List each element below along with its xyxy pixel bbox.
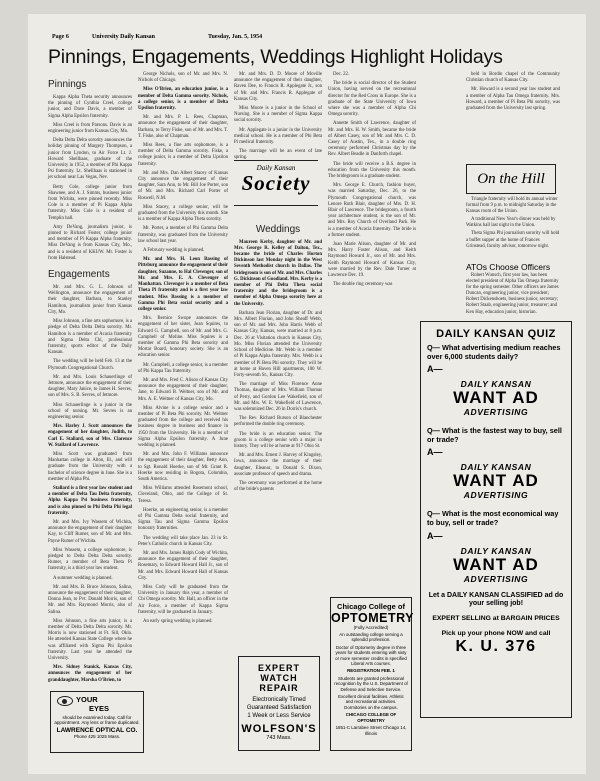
article-paragraph: The marriage will be an event of late spring. [234,149,322,161]
optometry-accredited: (Fully Accredited) [353,625,389,630]
page-headline: Pinnings, Engagements, Weddings Highlight Holidays [48,46,503,68]
article-paragraph: Maureen Kerby, daughter of Mr. and Mrs. George R. Kelley of Dalton, Tex., became the bride of Charles Horton Dickinson last Monday night in the West Seventh Methodist church in Dallas. The bridegroom is son of Mr. and Mrs. Charles G. Dickinson of Goodland. Mrs. Kerby is a member of Phi Delta Theta social fraternity and the bridegroom is a member of Alpha Omega sorority here at the University. [234,239,322,307]
watch-line5: 1 Week or Less Service [247,713,311,719]
quiz-answer-label: A— [427,447,443,458]
article-paragraph: Miss O'Brien, an education junior, is a member of Delta Gamma sorority. Nichols, a college senior, is a member of Delta Upsilon fraternity. [138,87,228,112]
on-the-hill-box: On the Hill [466,164,556,194]
article-paragraph: Mr. and Mrs. H. Leon Bassing of Pittsburg announce the engagement of their daughter, Suzanne, to Hal Clevenger, son of Mr. and Mrs. E. A. Clevenger of Manhattan. Clevenger is a member of Beta Theta Pi fraternity and is a first year law student. Miss Bassing is a member of Gamma Phi Beta social security and a college senior. [138,257,228,312]
watch-repair-ad [238,656,320,751]
quiz-call-line: Pick up your phone NOW and call [441,629,551,637]
folio-line [52,34,263,40]
want-ad-block [421,462,571,500]
pinnings-heading: Pinnings [48,79,87,90]
ad-paragraph: 1851-C Larrabee Street Chicago 14, Illinois [335,725,407,736]
article-paragraph: Amy DeVang, journalism junior, is pinned to Richard Foster, college junior and member of Pi Kappa Alpha fraternity. Miss DeVang is from Kansas City, Mo., and is a resident of KKUW. Mr. Foster is from Halstead. [48,224,132,261]
want-ad-bottom: ADVERTISING [463,407,529,418]
article-paragraph: Miss Scott was graduated from Manhattan college in Alton, Ill., and will graduate from the University with a bachelor of science degree in June. She is a member of Alpha Phi. [48,451,132,482]
column-4 [328,72,416,592]
want-ad-mid: WANT AD [453,388,539,408]
article-paragraph: The marriage of Miss Florence Anne Thomas, daughter of Mrs. William Thomas of Perry, and Gordon Lee Wakefield, son of Mr. and Mrs. W. E. Wakefield of Lawrence, was solemnized Dec. 26 in Dorris's church. [234,382,322,412]
society-masthead-paper: Daily Kansan [256,164,296,172]
article-paragraph: Miss Creel is from Parsons. Davis is an engineering junior from Kansas City, Mo. [48,122,132,135]
want-ad-top: DAILY KANSAN [460,545,532,556]
article-paragraph: George Nichols, son of Mr. and Mrs. N. Nichols of Chicago. [138,72,228,84]
article-paragraph: Annette Smith of Lawrence, daughter of Mr. and Mrs. H. W. Smith, became the bride of Albert Casey, son of Mr. and Mrs. C. D. Casey of Austin, Tex., in a double ring ceremony performed Christmas day by the Rev. Albert Beadle in Danforth chapel. [328,121,416,158]
article-paragraph: Betty Cole, college junior from Shawnee, and A. J. Simms, business junior from Wichita, were pinned recently. Miss Cole is a member of Pi Kappa Alpha fraternity. Miss Cole is a resident of Templin hall. [48,184,132,221]
article-paragraph: Mr. Howard is a second year law student and a member of Alpha Tau Omega fraternity. Mrs. Howard, a member of Pi Beta Phi sorority, was graduated from the University last spring. [466,87,560,112]
watch-line3: Electronically Timed [252,697,306,703]
article-paragraph: The ceremony was performed at the home of the bride's parents [234,480,322,493]
want-ad-block [421,379,571,417]
optical-line2: EYES [89,704,110,713]
quiz-phone-number: K. U. 376 [455,637,537,655]
article-paragraph: held in Bordin chapel of the Community Christian church of Kansas City. [466,72,560,84]
watch-line2: WATCH REPAIR [259,673,299,693]
eye-icon [57,696,73,706]
article-paragraph: The bride is social director of the Student Union, having served on the recreational director for the Red Cross in Europe. She is a graduate of the State University of Iowa where she was a member of Alpha Chi Omega sorority. [328,81,416,118]
optical-contact: Phone 425 1025 Mass. [73,734,121,740]
article-paragraph: Robert Wunsch, first year law, has been elected president of Alpha Tau Omega fraternity for the spring semester. Other officers are James Duncan, engineering junior, vice president; Robert Dickenshoets, business junior, secretary; Robert Staab, engineering junior, treasurer; and Ken Hay, education junior, historian. [466,273,559,315]
society-masthead [234,160,318,206]
article-paragraph: Miss Johnson, a fine arts sophomore, is a pledge of Delta Delta Delta sorority. Mr. Hamilton is a member of Acacia fraternity and Sigma Delta Chi, professional fraternity, sports editor of the Daily Kansan. [48,319,133,356]
article-paragraph: The wedding will take place Jan. 23 in St. Peter's Catholic church in Kansas City. [138,535,228,547]
want-ad-bottom: ADVERTISING [463,490,529,501]
optical-text: should be examined today. Call for appointment. Any lens or frame duplicated. [54,715,140,726]
article-paragraph: Miss Moore is a junior in the School of Nursing. She is a member of Sigma Kappa social sorority. [234,106,322,124]
article-paragraph: Mr. and Mrs. Ernest J. Harvey of Kingsley, Iowa, announce the marriage of their daughter, Eleanor, to Donald S. Dixon, associate professor of speech and drama. [234,453,322,477]
article-paragraph: Joan Marie Alison, daughter of Mr. and Mrs. Harry Foster Alison, and Keith Raymond Howard Jr., son of Mr. and Mrs. Keith Raymond Howard of Kansas City, were married by the Rev. Dale Turner at Lawrence Dec. 19. [328,242,416,279]
hill-item: Theta Sigma Phi journalism sorority will hold a buffet supper at the home of Frances Grinstead, faculty advisor, tomorrow night. [466,231,560,249]
watch-line4: Guaranteed Satisfaction [246,705,312,711]
article-paragraph: Mr. Campbell, a college senior, is a member of Phi Kappa Tau fraternity. [138,362,228,374]
weddings-heading: Weddings [255,223,301,235]
article-paragraph: Miss Cody will be graduated from the University in January this year, a member of Chi Omega sorority. Mr. Hall, an officer in the Air Force, a member of Kappa Sigma fraternity, will be graduated in January. [138,585,228,615]
atos-article [466,273,560,315]
article-paragraph: Miss Schauerlinge is a junior in the school of nursing. Mr. Sevres is an engineering senior. [48,402,132,420]
article-paragraph: Delta Delta Delta sorority announces the holiday pinning of Margery Thompson, a junior from Lyndon, to Air Force Lt. J. Howard Shellhaas, graduate of the University in 1952, a member of Phi Kappa Psi fraternity. Lt. Shellhaas is stationed in jet school near Las Vegas, Nev. [48,138,132,181]
article-paragraph: Barbara Jean Florian, daughter of Dr. and Mrs. Albert Florian, and John Sheaff Webb, son of Mr. and Mrs. John Harris Webb of Kansas City, Kansas, were married at 8 p.m. Dec. 26 at Visitation church in Kansas City, Mo. Miss Florian attended the University School of Medicine. Mr. Webb is a member of Pi Kappa Alpha fraternity. Mrs. Webb is a member of Pi Beta Phi sorority. They will be at home at Haven Hill apartments, 100 W. Forty-seventh St., Kansas City. [234,310,322,378]
article-paragraph: Miss Johnson, a fine arts junior, is a member of Delta Delta Delta sorority. Mr. Morris is now stationed at Ft. Sill, Okla. He attended Kansas State College where he was affiliated with Sigma Phi Epsilon fraternity. Last year he attended the University. [48,618,132,662]
optical-line1: YOUR [76,695,98,704]
on-the-hill-items [466,197,560,267]
article-paragraph: The wedding will be held Feb. 13 at the Plymouth Congregational Church. [48,359,132,371]
article-paragraph: Miss Rees, a fine arts sophomore, is a member of Delta Gamma sorority. Fiske, a college junior, is a member of Delta Upsilon fraternity. [138,143,228,167]
optometry-ad [330,597,412,751]
newspaper-page [28,14,586,774]
article-paragraph: Mr. Porter, a member of Phi Gamma Delta fraternity, was graduated from the University law school last year. [138,226,228,244]
article-paragraph: A summer wedding is planned. [53,575,113,581]
article-paragraph: The double ring ceremony was [333,282,393,288]
want-ad-top: DAILY KANSAN [460,462,532,473]
article-paragraph: Miss Wassem, a college sophomore, is pledged to Delta Delta Delta sorority. Rumer, a member of Beta Theta Pi fraternity, is a third year law student. [48,547,132,572]
article-paragraph: Mrs. George E. Church, fashion buyer, was married Saturday, Dec. 26, to the Plymouth Congregational church, was Lenore Ruth Blair, daughter of Mrs. D. H. Blair of Lawrence. The bridegroom, a fourth year architecture student, is the son of Mr. and Mrs. Roy Church of Overland Park. He is a member of Acacia fraternity. The bride is a former student. [328,183,416,238]
article-paragraph: Mr. and Mrs. Dan Albert Stacey of Kansas City announce the engagement of their daughter, Sara Ann, to Mr. Bill Joe Porter, son of Mr. and Mrs. Richard Carl Porter of Roswell, N.M. [138,170,228,201]
optical-ad [50,691,144,753]
article-paragraph: Stallard is a first year law student and a member of Delta Tau Delta fraternity, Alpha Kappa Psi business fraternity, and is also pinned to Phi Delta Phi legal fraternity. [48,485,132,516]
article-paragraph: Mr. and Mrs. B. Bruce Johnson, Salina, announce the engagement of their daughter, Donna Jean, to Pvt. Donald Morris, son of Mr. and Mrs. Raymond Morris, also of Salina. [48,584,132,615]
watch-line1: EXPERT [257,663,300,673]
ad-paragraph: CHICAGO COLLEGE OF OPTOMETRY [345,712,397,723]
want-ad-block [421,546,571,584]
society-masthead-title: Society [241,171,311,195]
article-paragraph: Mr. and Mrs. P. L. Rees, Chapman, announce the engagement of their daughter, Barbara, to Terry Fiske, son of Mr. and Mrs. T. T. Fiske, also of Chapman. [138,115,228,139]
article-paragraph: Miss Williams attended Rosemont school, Cleveland, Ohio, and the College of St. Teresa. [138,486,228,504]
article-paragraph: Mrs. Bernice Swope announces the engagement of her sister, Joan Squires, to Edward G. Campbell, son of Mr. and Mrs. G. Campbell of Moline. Miss Squires is a member of Gamma Phi Beta sorority and Mortar Board, honorary society. She is an education senior. [138,316,228,359]
atos-heading: ATOs Choose Officers [466,262,551,272]
article-paragraph: A February wedding is planned. [143,248,205,254]
kansan-quiz-ad [420,321,572,718]
article-paragraph: Mrs. Harley J. Scott announces the engagement of her daughter, Judith, to Carl E. Stallard, son of Mrs. Clarence W. Stallard of Lawrence. [48,424,132,448]
hill-item: A traditional New Year's dinner was held by Watkins hall last night in the Union. [466,217,556,229]
ad-paragraph: Excellent clinical facilities. Athletic and recreational activities. Dormitories on the campus. [338,694,404,710]
article-paragraph: Hoerke, an engineering senior, is a member of Phi Gamma Delta social fraternity, and Sigma Tau and Sigma Gamma Epsilon honorary fraternities. [138,507,228,532]
ad-paragraph: An outstanding college serving a splendid profession. [339,632,403,643]
ad-paragraph: Students are granted professional recognition by the U.S. Department of Defense and Selective Service. [334,675,408,692]
optometry-line2: OPTOMETRY [331,611,414,625]
article-paragraph: Dec. 22. [333,72,350,77]
watch-store-name: WOLFSON'S [241,723,317,735]
want-ad-bottom: ADVERTISING [463,573,529,584]
article-paragraph: Mrs. Sidney Stanick, Kansas City, announces the engagement of her granddaughter, Marsha O'Brien, to [48,665,132,683]
article-paragraph: Mr. and Mrs. John F. Williams announce the engagement of their daughter, Betty Ann, to Sgt. Ronald Hoerke, son of Mr. Grant R. Hoerke now residing in Bogota, Colombia, South America. [138,452,228,482]
ad-paragraph: REGISTRATION FEB. 1 [347,668,395,674]
watch-store-address: 743 Mass. [266,735,292,741]
want-ad-mid: WANT AD [453,554,539,574]
page-number: Page 6 [52,34,69,40]
column-3 [234,72,322,592]
article-paragraph: Mr. and Mrs. James Ralph Cody of Wichita, announce the engagement of their daughter, Rosemary, to Edward Howard Hall Jr., son of Mr. and Mrs. Edward Howard Hall of Kansas City. [138,551,228,581]
engagements-heading: Engagements [48,269,110,281]
article-paragraph: Mr. and Mrs. Ivy Wassem of Wichita, announce the engagement of their daughter Kay, to Cliff Rumer, son of Mr. and Mrs. Payne Rumer of Wichita. [48,519,132,544]
quiz-classified-line: Let a DAILY KANSAN CLASSIFIED ad do your selling job! [428,591,564,608]
quiz-expert-selling: EXPERT SELLING at BARGAIN PRICES [432,614,560,622]
column-2 [138,72,228,660]
want-ad-mid: WANT AD [453,471,539,491]
quiz-question: Q— What is the fastest way to buy, sell or trade? [427,426,562,444]
optical-company: LAWRENCE OPTICAL CO. [56,727,138,735]
quiz-question: Q— What advertising medium reaches over 6,000 students daily? [427,343,561,361]
article-paragraph: An early spring wedding is planned. [143,619,213,625]
article-paragraph: The bride is an education senior. The groom is a college senior with a major in history. They will be at home at 917 Ohio St. [234,431,322,449]
article-paragraph: Mr. and Mrs. G. L. Johnson of Wellington, announce the engagement of their daughter, Barbara, to Stanley Hamilton, journalism junior from Kansas City, Mo. [48,285,132,315]
article-paragraph: Mr. and Mrs. Fred C. Alison of Kansas City announce the engagement of their daughter, Jane, to Edward B. Weltner, son of Mr. and Mrs. A. E. Weltner of Kansas City, Mo. [138,377,228,402]
article-paragraph: Miss Alvine is a college senior and a member of Pi Beta Phi sorority. Mr. Weltner graduated from the college and received his business degree in business and finance in 1950 from the University. He is a member of Sigma Alpha Epsilon fraternity. A June wedding is planned. [138,405,228,448]
article-paragraph: Miss Stacey, a college senior, will be graduated from the University this month. She is a member of Kappa Alpha Theta sorority. [138,204,228,223]
hill-item: Triangle fraternity will hold its annual winter formal from 9 p.m. to midnight Saturday in the Kansas room of the Union. [466,197,558,215]
optometry-line1: Chicago College of [337,602,405,611]
article-paragraph: Mr. and Mrs. Louis Schauerlinge of Jetmore, announce the engagement of their daughter, Mary Janice, to James H. Sevres, son of Mrs. S. B. Sevres, of Jetmore. [48,374,132,399]
issue-date: Tuesday, Jan. 5, 1954 [208,34,263,40]
quiz-title: DAILY KANSAN QUIZ [436,328,556,340]
article-paragraph: Mr. Applegate is a junior in the University medical school. He is a member of Phi Beta Pi medical fraternity. [234,127,322,146]
quiz-answer-label: A— [427,364,443,375]
optometry-text [331,632,411,736]
paper-name: University Daily Kansan [92,34,156,40]
article-paragraph: The bride will receive a B.S. degree in education from the University this month. The bridegroom is a graduate student. [328,161,416,180]
column-1 [48,72,133,683]
article-paragraph: The Rev. Richard Burson of Blanchester performed the double ring ceremony. [234,416,322,428]
article-paragraph: Kappa Alpha Theta security announces the pinning of Cynthia Creel, college junior, and Dave Davis, a member of Sigma Alpha Epsilon fraternity. [48,95,132,119]
ad-paragraph: Doctor of Optometry degree in three years for students entering with sixty or more semester credits in specified Liberal Arts courses. [335,644,407,667]
quiz-answer-label: A— [427,530,443,541]
article-paragraph: Mr. and Mrs. D. D. Moore of Moville announce the engagement of their daughter, Raven Dee, to Francis R. Applegate Jr., son of Mr. and Mrs. Francis R. Applegate of Kansas City. [234,72,322,102]
quiz-question: Q— What is the most economical way to buy, sell or trade? [427,509,559,527]
want-ad-top: DAILY KANSAN [460,379,532,390]
